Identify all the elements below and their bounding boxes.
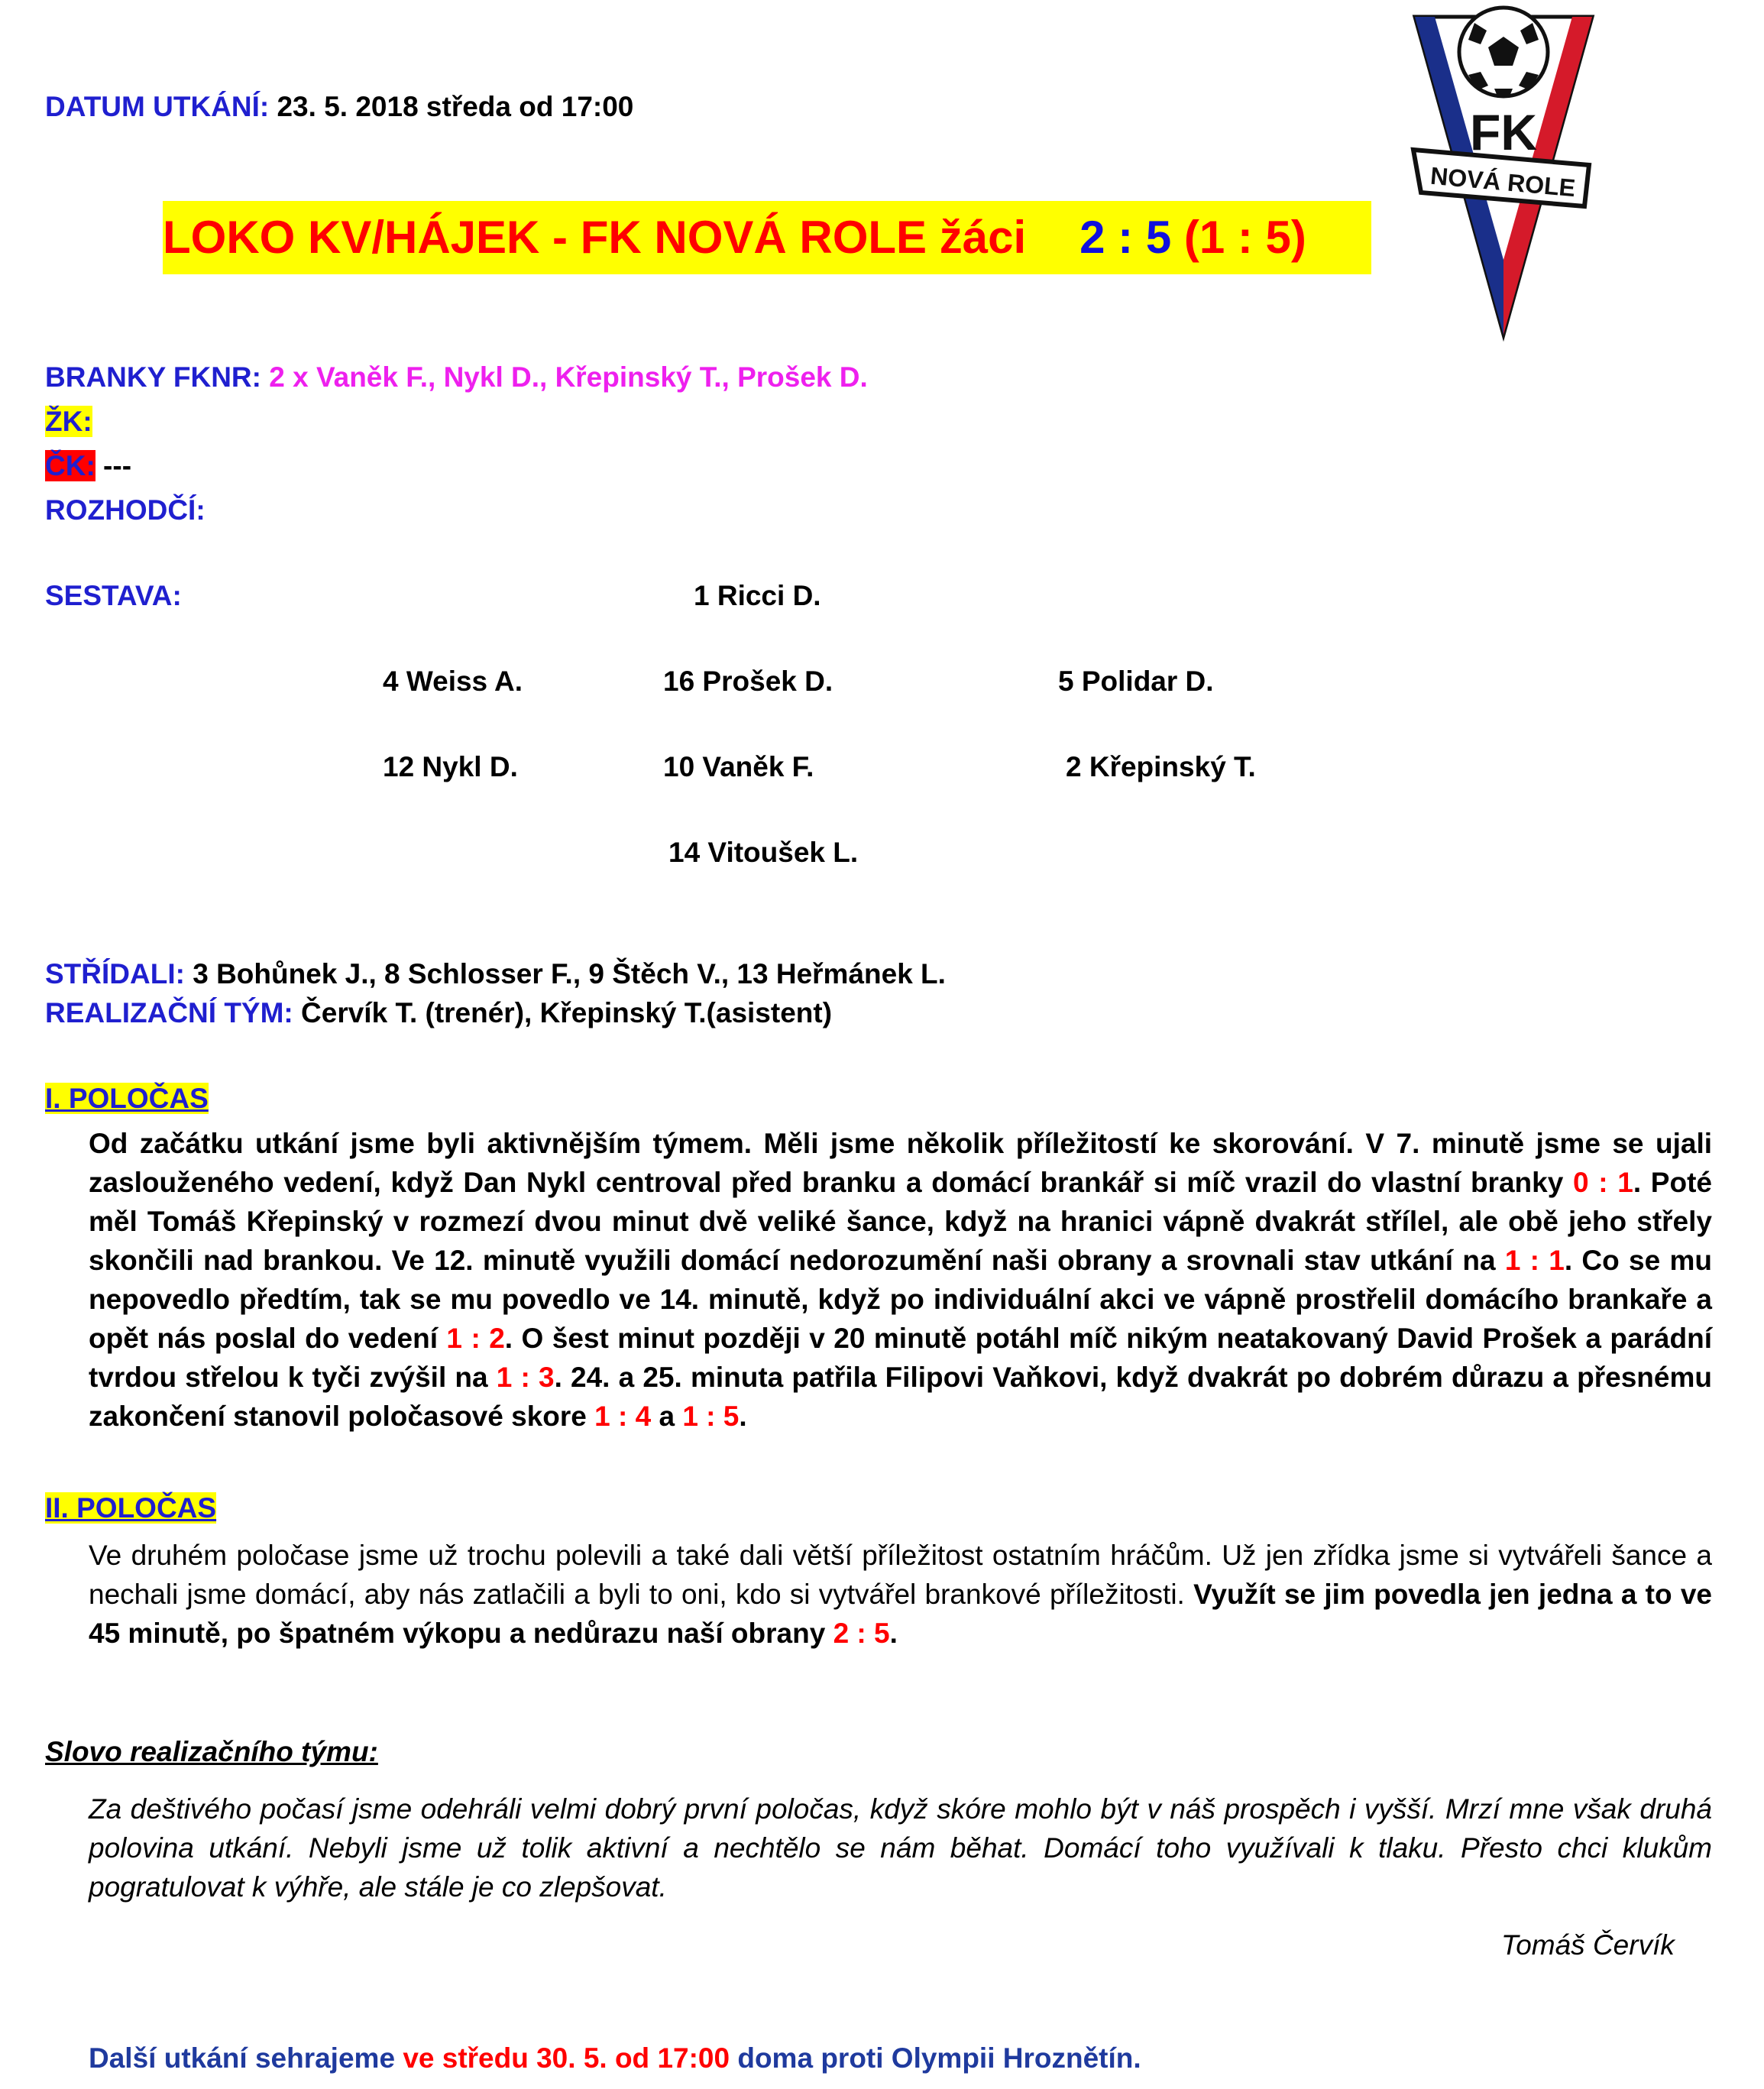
match-teams: LOKO KV/HÁJEK - FK NOVÁ ROLE žáci (163, 212, 1027, 263)
report-text: . Poté měl Tomáš Křepinský v rozmezí dvou minut dvě veliké šance, když na hranici vápně dvakrát střílel, ale obě jeho střely skončili nad brankou. Ve 12. minutě využili domácí nedorozumění naši obrany a srovnali stav utkání na (89, 1167, 1712, 1276)
first-half-heading-wrap (45, 1080, 209, 1117)
second-half-report (89, 1536, 1712, 1653)
next-match-text: Další utkání sehrajeme (89, 2042, 403, 2074)
next-match-line (89, 2039, 1141, 2078)
signature: Tomáš Červík (1501, 1929, 1675, 1961)
substitutes-label: STŘÍDALI: (45, 958, 185, 989)
referee-label: ROZHODČÍ: (45, 494, 206, 526)
score-mark: 1 : 1 (1504, 1245, 1565, 1276)
next-match-text: doma proti Olympii Hroznětín. (730, 2042, 1141, 2074)
goals-line (45, 358, 868, 397)
first-half-report (89, 1124, 1712, 1436)
report-text: . (739, 1401, 747, 1432)
lineup-forward: 14 Vitoušek L. (668, 837, 859, 868)
staff-word-heading: Slovo realizačního týmu: (45, 1736, 378, 1767)
report-text: . Co se mu nepovedlo předtím, tak se mu povedlo ve 14. minutě, když po individuální akci ve vápně prostřelil domácího brankaře a opět nás poslal do vedení (89, 1245, 1712, 1354)
match-title (163, 201, 1371, 274)
logo-letters: FK (1470, 104, 1537, 160)
lineup-label: SESTAVA: (45, 580, 182, 611)
next-match-date: ve středu 30. 5. od 17:00 (403, 2042, 730, 2074)
yellow-cards-label: ŽK: (45, 406, 92, 437)
second-half-heading: II. POLOČAS (45, 1492, 217, 1524)
staff-value: Červík T. (trenér), Křepinský T.(asistent) (301, 997, 833, 1028)
substitutes-line (45, 954, 946, 994)
staff-word-text: Za deštivého počasí jsme odehráli velmi dobrý první poločas, když skóre mohlo být v náš prospěch i vyšší. Mrzí mne však druhá polovina utkání. Nebyli jsme už tolik aktivní a nechtělo se nám běhat. Domácí toho využívali k tlaku. Přesto chci klukům pogratulovat k výhře, ale stále je co zlepšovat. (89, 1793, 1712, 1903)
score-mark: 1 : 5 (682, 1401, 740, 1432)
halftime-score: (1 : 5) (1183, 212, 1306, 263)
substitutes-value: 3 Bohůnek J., 8 Schlosser F., 9 Štěch V., 13 Heřmánek L. (193, 958, 946, 989)
report-text: Od začátku utkání jsme byli aktivnějším týmem. Měli jsme několik příležitostí ke skorování. V 7. minutě jsme se ujali zaslouženého vedení, když Dan Nykl centroval před branku a domácí brankář si míč vrazil do vlastní branky (89, 1128, 1712, 1198)
report-text: . 24. a 25. minuta patřila Filipovi Vaňkovi, když dvakrát po dobrém důrazu a přesnému zakončení stanovil poločasové skore (89, 1362, 1712, 1432)
logo-name: NOVÁ ROLE (1429, 161, 1577, 202)
match-date-label: DATUM UTKÁNÍ: (45, 91, 270, 122)
report-text: . (889, 1618, 898, 1649)
score-mark: 1 : 3 (496, 1362, 555, 1393)
lineup-player: 10 Vaněk F. (663, 751, 814, 782)
red-cards-value: --- (103, 450, 132, 481)
score-mark: 0 : 1 (1572, 1167, 1633, 1198)
lineup-player: 2 Křepinský T. (1066, 751, 1256, 782)
red-cards-line (45, 446, 131, 486)
match-date-line (45, 87, 633, 127)
red-cards-label: ČK: (45, 450, 95, 481)
goals-label: BRANKY FKNR: (45, 361, 261, 393)
staff-label: REALIZAČNÍ TÝM: (45, 997, 293, 1028)
report-text: Využít se jim povedla jen jedna a to ve 45 minutě, po špatném výkopu a nedůrazu naší obrany (89, 1579, 1712, 1649)
lineup-player: 12 Nykl D. (383, 751, 518, 782)
final-score: 2 : 5 (1079, 212, 1172, 263)
report-text: . O šest minut později v 20 minutě potáhl míč nikým neatakovaný David Prošek a parádní tvrdou střelou k tyči zvýšil na (89, 1323, 1712, 1393)
lineup-player: 16 Prošek D. (663, 666, 833, 697)
referee-line (45, 491, 206, 530)
report-text: a (651, 1401, 683, 1432)
match-date-value: 23. 5. 2018 středa od 17:00 (277, 91, 634, 122)
lineup-player: 5 Polidar D. (1058, 666, 1214, 697)
yellow-cards-line (45, 402, 92, 442)
first-half-heading: I. POLOČAS (45, 1083, 209, 1114)
second-half-heading-wrap (45, 1490, 216, 1527)
staff-line (45, 993, 832, 1033)
report-text: Ve druhém poločase jsme už trochu polevili a také dali větší příležitost ostatním hráčům. Už jen zřídka jsme si vytvářeli šance a nechali jsme domácí, aby nás zatlačili a byli to oni, kdo si vytvářel brankové příležitosti. (89, 1540, 1712, 1610)
lineup-goalkeeper: 1 Ricci D. (694, 580, 821, 611)
score-mark: 1 : 4 (594, 1401, 652, 1432)
score-mark: 1 : 2 (446, 1323, 505, 1354)
score-mark: 2 : 5 (833, 1618, 890, 1649)
lineup-player: 4 Weiss A. (383, 666, 523, 697)
club-logo (1404, 0, 1595, 344)
goals-value: 2 x Vaněk F., Nykl D., Křepinský T., Prošek D. (269, 361, 868, 393)
